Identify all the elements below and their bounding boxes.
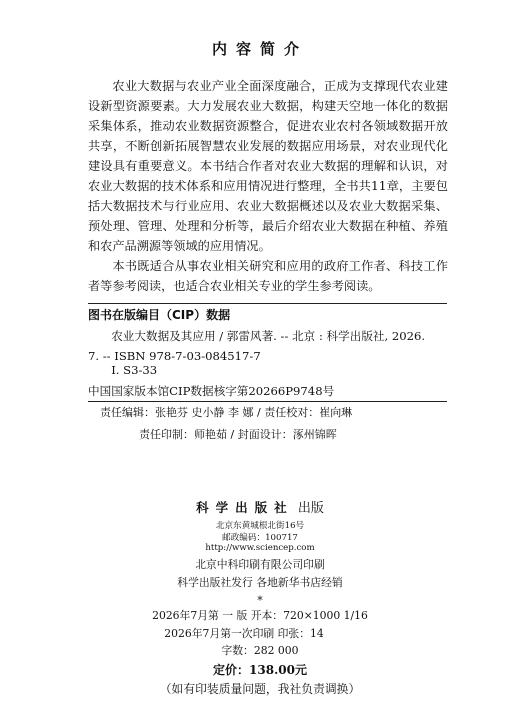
- cip-library-block: [88, 381, 450, 401]
- edition-line: 2026年7月第 一 版 开本：720×1000 1/16: [152, 609, 368, 622]
- cip-heading: 图书在版编目（CIP）数据: [88, 308, 231, 322]
- separator-star: *: [257, 594, 263, 607]
- editors-line: 责任编辑：张艳芬 史小静 李 娜 / 责任校对：崔向琳: [100, 406, 353, 419]
- distribution-line: 科学出版社发行 各地新华书店经销: [177, 576, 343, 589]
- production-line: 责任印制：师艳茹 / 封面设计：涿州锦晖: [139, 428, 337, 441]
- publisher-address: 北京东黄城根北街16号: [215, 521, 305, 531]
- summary-paragraph: 本书既适合从事农业相关研究和应用的政府工作者、科技工作者等参考阅读，也适合农业相关专业的学生参考阅读。: [88, 259, 448, 293]
- cip-library-number: 中国国家版本馆CIP数据核字第20266P9748号: [88, 384, 335, 398]
- cip-record-line: 农业大数据及其应用 / 郭雷风著. -- 北京 : 科学出版社, 2026.: [111, 329, 426, 343]
- content-summary: [88, 76, 448, 296]
- publisher-website: http://www.sciencep.com: [205, 543, 315, 553]
- word-count-line: 字数：282 000: [221, 644, 299, 657]
- printer-line: 北京中科印刷有限公司印刷: [195, 558, 325, 571]
- printing-line: 2026年7月第一次印刷 印张：14: [164, 627, 324, 640]
- summary-paragraph: 农业大数据与农业产业全面深度融合，正成为支撑现代农业建设新型资源要素。大力发展农业大数据，构建天空地一体化的数据采集体系，推动农业数据资源整合，促进农业农村各领域数据开放共享，不断创新拓展智慧农业发展的数据应用场景，对农业现代化建设具有重要意义。本书结合作者对农业大数据的理解和认识，对农业大数据的技术体系和应用情况进行整理，全书共11章，主要包括大数据技术与行业应用、农业大数据概述以及农业大数据采集、预处理、管理、处理和分析等，最后介绍农业大数据在种植、养殖和农产品溯源等领域的应用情况。: [88, 79, 448, 253]
- content-summary-heading: 内容简介: [211, 40, 308, 58]
- cip-record-line: 7. -- ISBN 978-7-03-084517-7: [88, 349, 261, 363]
- divider-bottom: [88, 401, 447, 402]
- publisher-line: [0, 497, 520, 516]
- cip-classification: Ⅰ. S3-33: [111, 363, 158, 377]
- publisher-suffix: 出版: [297, 501, 324, 516]
- publisher-name: 科学出版社: [196, 500, 294, 515]
- publisher-postcode: 邮政编码：100717: [222, 533, 298, 543]
- quality-notice: （如有印装质量问题，我社负责调换）: [159, 682, 361, 696]
- divider-top: [88, 303, 447, 304]
- cip-classification-block: [88, 360, 450, 380]
- price-line: 定价：138.00元: [213, 663, 307, 677]
